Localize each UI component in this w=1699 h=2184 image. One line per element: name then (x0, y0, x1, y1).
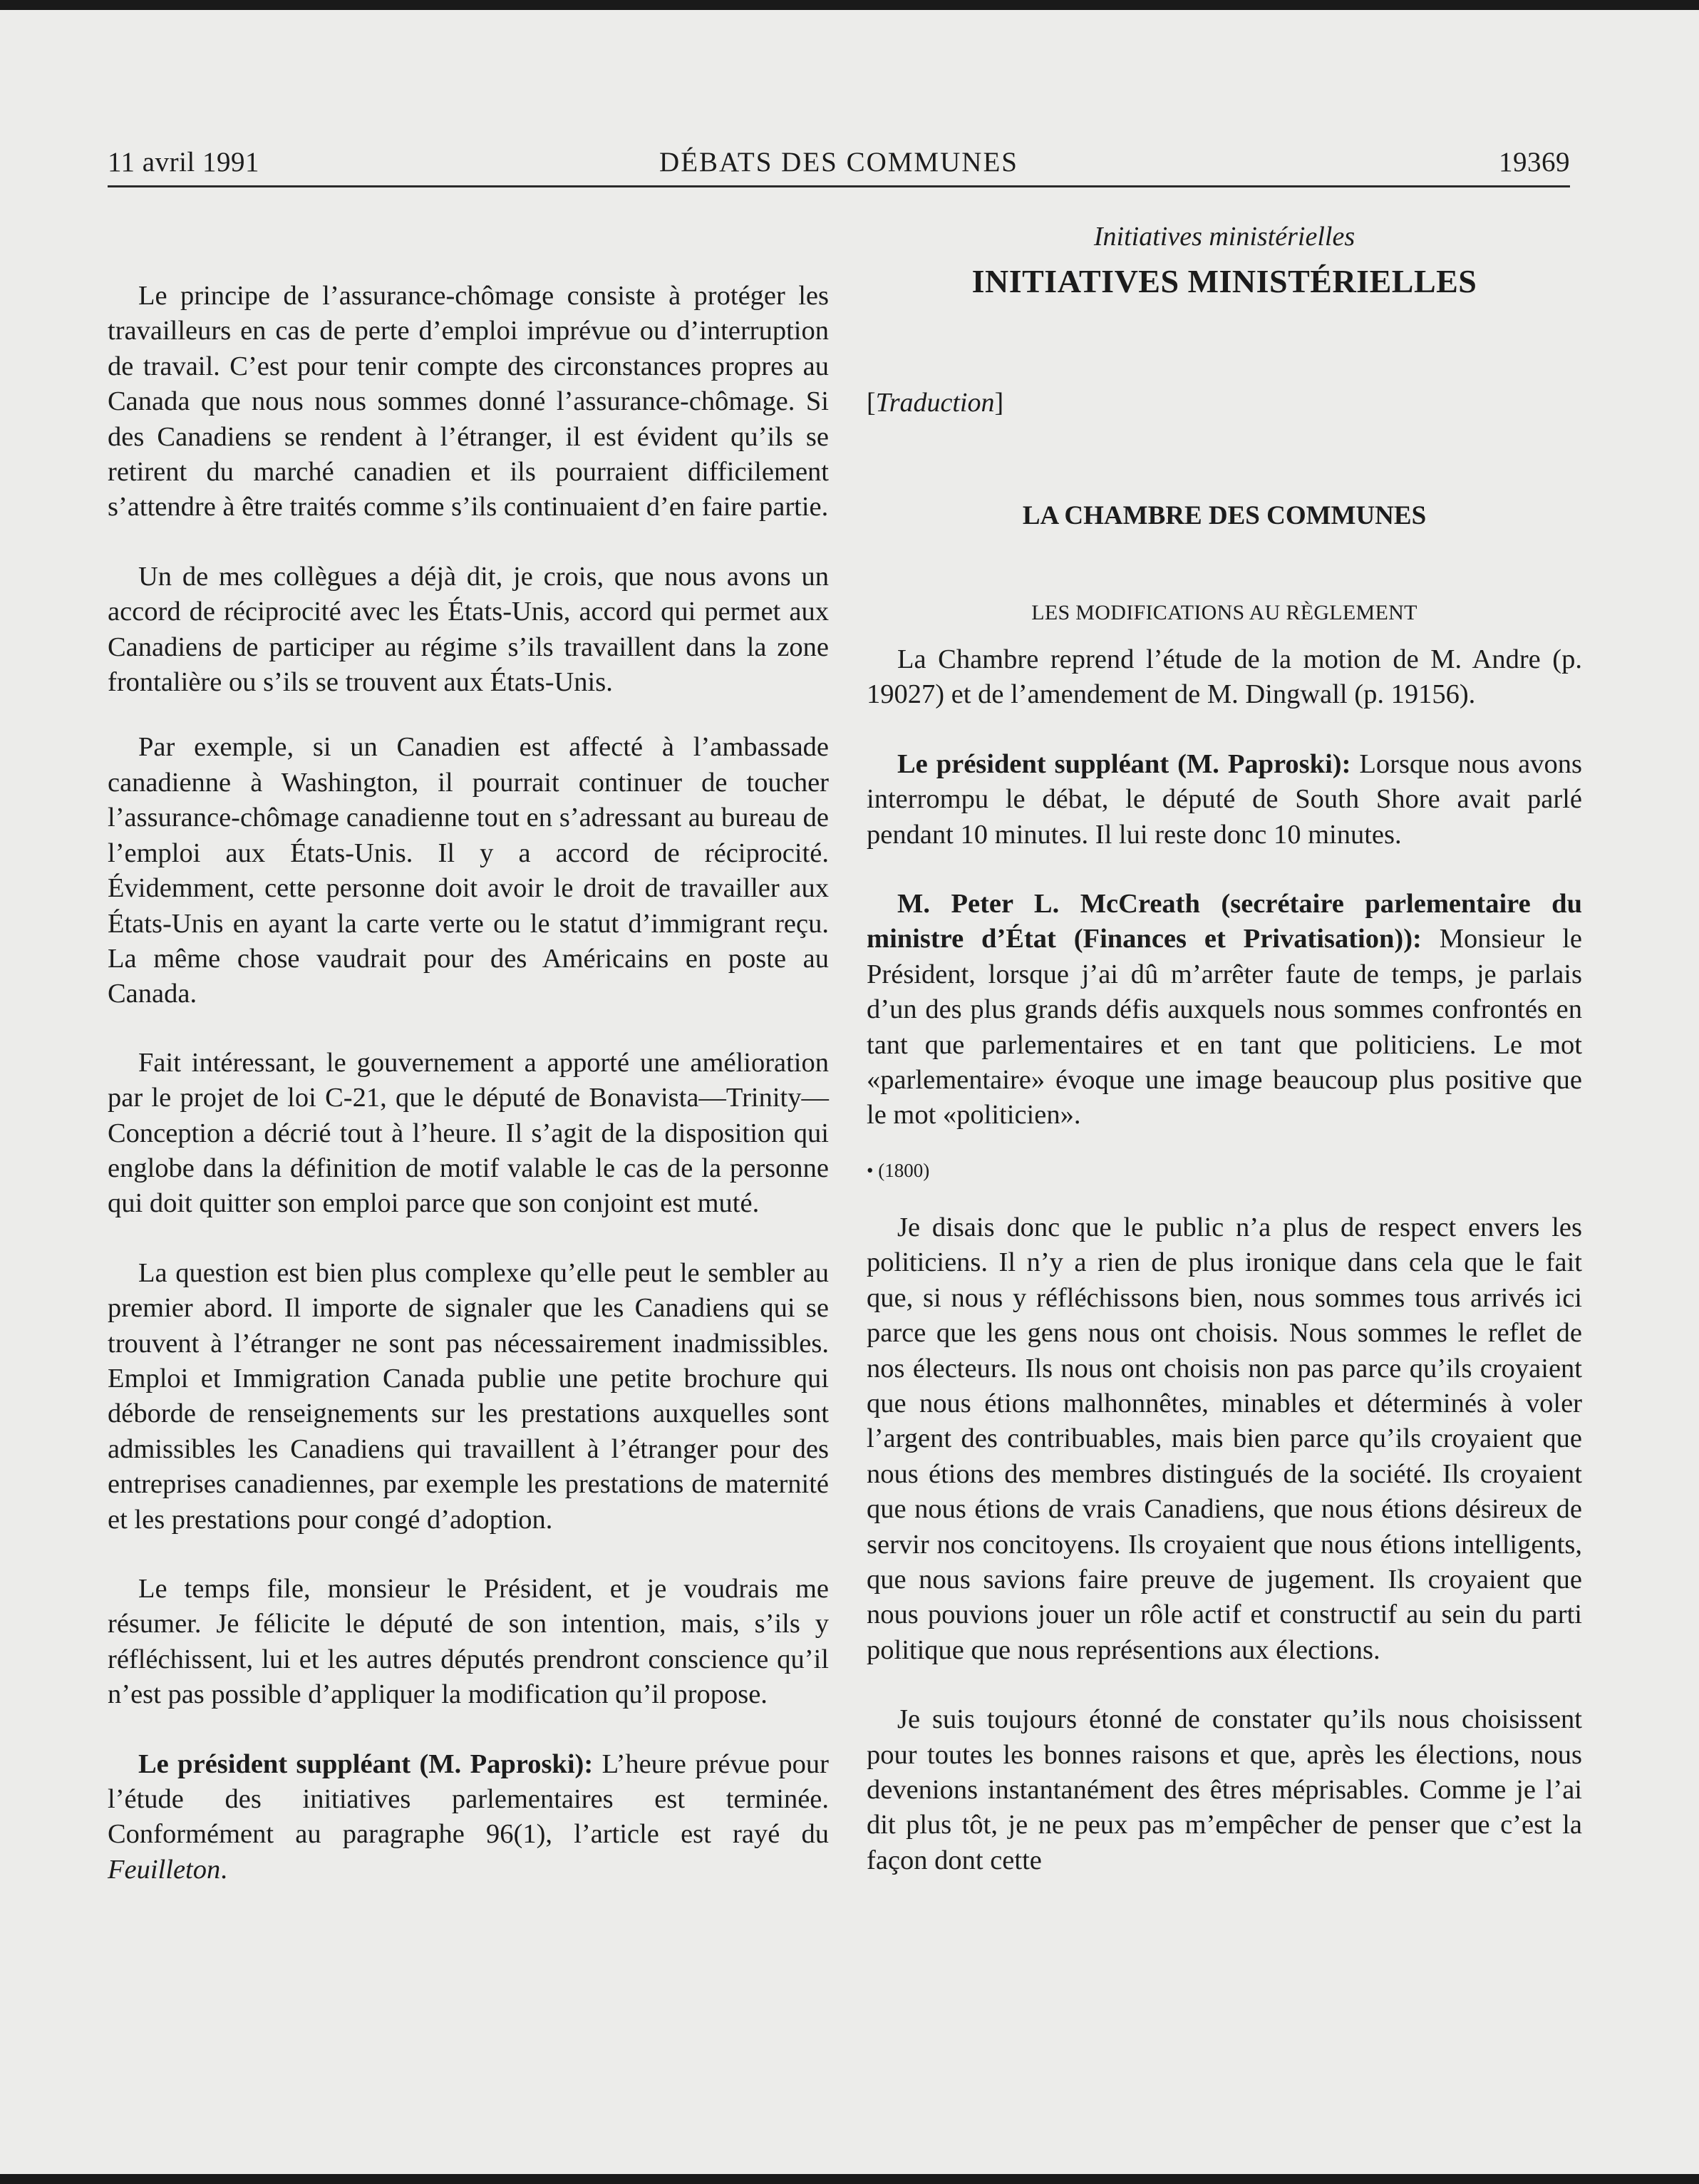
left-paragraph-5: La question est bien plus complexe qu’elle peut le sembler au premier abord. Il importe de signaler que les Canadiens qui se trouvent à l’étranger ne sont pas nécessairement inadmissibles. Emploi et Immigration Canada publie une petite brochure qui déborde de renseignements sur les prestations auxquelles sont admissibles les Canadiens qui travaillent à l’étranger pour des entreprises canadiennes, par exemple les prestations de maternité et les prestations pour congé d’adoption. (108, 1257, 829, 1535)
translation-note: [Traduction] (867, 388, 1004, 418)
right-column (867, 210, 1582, 2184)
subheading-chambre: LA CHAMBRE DES COMMUNES (1022, 501, 1427, 530)
right-paragraph-2 (867, 747, 1582, 853)
left-paragraph-7: Le président suppléant (M. Paproski): L’heure prévue pour l’étude des initiatives parlementaires est terminée. Conformément au paragraphe 96(1), l’article est rayé du Feuilleton. (108, 1748, 829, 1885)
header-publication-title: DÉBATS DES COMMUNES (659, 147, 1018, 177)
section-rubric: Initiatives ministérielles (1093, 222, 1355, 252)
header-date: 11 avril 1991 (108, 147, 260, 177)
speech-text: Lorsque nous avons interrompu le débat, le député de South Shore avait parlé pendant 10 minutes. Il lui reste donc 10 minutes. (867, 748, 1583, 850)
header-rule (108, 185, 1570, 187)
speech-text: Monsieur le Président, lorsque j’ai dû m’arrêter faute de temps, je parlais d’un des plus grands défis auxquels nous sommes confrontés en tant que parlementaires et en tant que politiciens. Le mot «parlementaire» évoque une image beaucoup plus positive que le mot «politicien». (867, 924, 1582, 1130)
speaker-name: Le président suppléant (M. Paproski): (897, 748, 1351, 779)
left-paragraph-2: Un de mes collègues a déjà dit, je crois, que nous avons un accord de réciprocité avec les États-Unis, accord qui permet aux Canadiens de participer au régime s’ils travaillent dans la zone frontalière ou s’ils se trouvent aux États-Unis. (108, 561, 829, 698)
left-paragraph-6: Le temps file, monsieur le Président, et je voudrais me résumer. Je félicite le député de son intention, mais, s’ils y réfléchissent, lui et les autres députés prendront conscience qu’il n’est pas possible d’appliquer la modification qu’il propose. (108, 1574, 829, 1710)
left-column (108, 210, 829, 2184)
subheading-reglement: LES MODIFICATIONS AU RÈGLEMENT (1031, 601, 1417, 624)
speaker-name: Le président suppléant (M. Paproski): (138, 1748, 594, 1779)
right-paragraph-5: Je suis toujours étonné de constater qu’ils nous choisissent pour toutes les bonnes raisons et que, après les élections, nous devenions instantanément des êtres méprisables. Comme je l’ai dit plus tôt, je ne peux pas m’empêcher de penser que c’est la façon dont cette (867, 1704, 1582, 1875)
section-title: INITIATIVES MINISTÉRIELLES (971, 263, 1477, 299)
left-paragraph-1: Le principe de l’assurance-chômage consiste à protéger les travailleurs en cas de perte d’emploi imprévue ou d’interruption de travail. C’est pour tenir compte des circonstances propres au Canada que nous nous sommes donné l’assurance-chômage. Si des Canadiens se rendent à l’étranger, il est évident qu’ils se retirent du marché canadien et ils pourraient difficilement s’attendre à être traités comme s’ils continuaient d’en faire partie. (108, 281, 829, 522)
right-paragraph-4: Je disais donc que le public n’a plus de respect envers les politiciens. Il n’y a rien de plus ironique dans cela que le fait que, si nous y réfléchissons bien, nous sommes tous arrivés ici parce que les gens nous ont choisis. Nous sommes le reflet de nos électeurs. Ils nous ont choisis non pas parce qu’ils croyaient que nous étions malhonnêtes, minables et déterminés à voler l’argent des contribuables, mais bien parce qu’ils croyaient que nous étions des membres distingués de la société. Ils croyaient que nous étions de vrais Canadiens, que nous étions désireux de servir nos concitoyens. Ils croyaient que nous étions intelligents, que nous savions faire preuve de jugement. Ils croyaient que nous pouvions jouer un rôle actif et constructif au sein du parti politique que nous représentions aux élections. (867, 1212, 1582, 1665)
right-paragraph-1: La Chambre reprend l’étude de la motion de M. Andre (p. 19027) et de l’amendement de M. Dingwall (p. 19156). (867, 644, 1582, 710)
feuilleton-italic: Feuilleton (108, 1854, 221, 1885)
speaker-name: M. Peter L. McCreath (secrétaire parlementaire du ministre d’État (Finances et Privatisation)): (867, 889, 1582, 954)
left-paragraph-3: Par exemple, si un Canadien est affecté à l’ambassade canadienne à Washington, il pourrait continuer de toucher l’assurance-chômage canadienne tout en s’adressant au bureau de l’emploi aux États-Unis. Il y a accord de réciprocité. Évidemment, cette personne doit avoir le droit de travailler aux États-Unis en ayant la carte verte ou le statut d’immigrant reçu. La même chose vaudrait pour des Américains en poste au Canada. (108, 732, 829, 1009)
page-header (108, 146, 1570, 183)
left-paragraph-4: Fait intéressant, le gouvernement a apporté une amélioration par le projet de loi C-21, que le député de Bonavista—Trinity—Conception a décrié tout à l’heure. Il s’agit de la disposition qui englobe dans la définition de motif valable le cas de la personne qui doit quitter son emploi parce que son conjoint est muté. (108, 1047, 829, 1219)
time-marker: • (1800) (867, 1159, 930, 1181)
speech-text: L’heure prévue pour l’étude des initiatives parlementaires est terminée. Conformément au paragraphe 96(1), l’article est rayé du (108, 1748, 829, 1850)
scan-border-bottom (0, 2174, 1699, 2184)
right-paragraph-3 (867, 887, 1582, 1133)
header-page-number: 19369 (1499, 147, 1570, 177)
scan-border-top (0, 0, 1699, 10)
